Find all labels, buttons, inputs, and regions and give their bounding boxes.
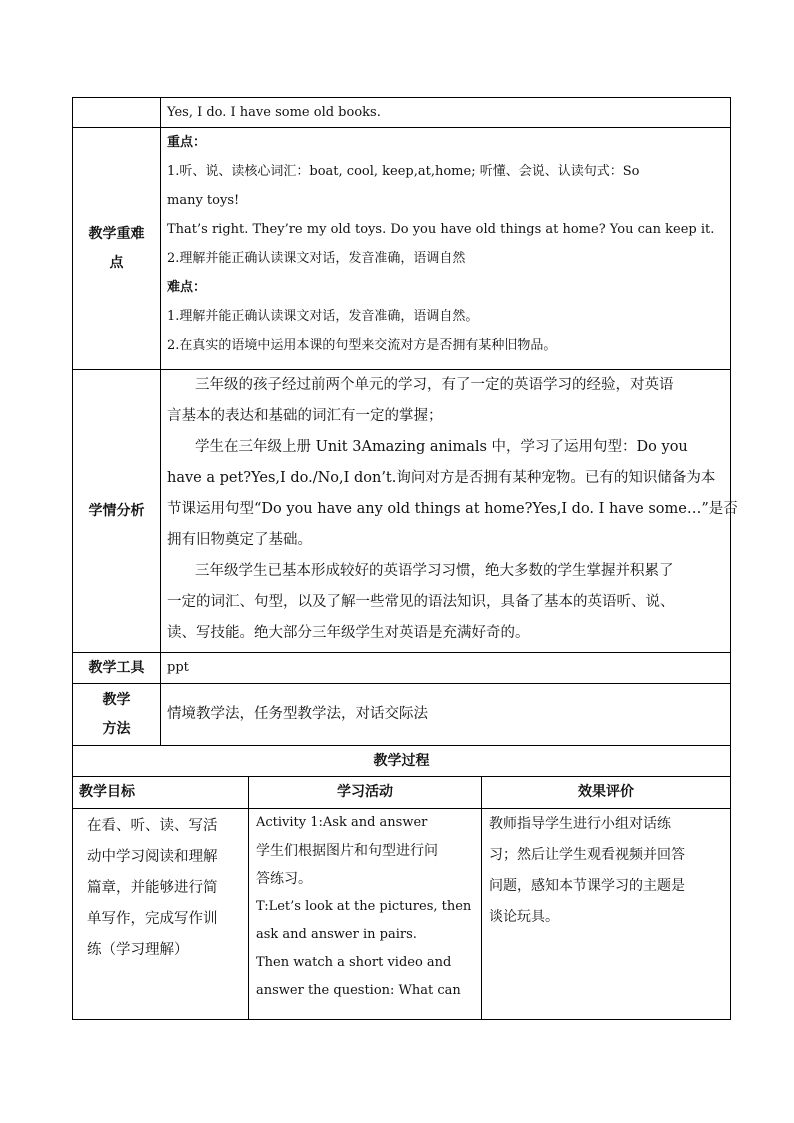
key-points-line-3: That’s right. They’re my old toys. Do you have old things at home? You can keep it. <box>167 222 715 237</box>
difficult-points-line-2: 2.在真实的语境中运用本课的句型来交流对方是否拥有某种旧物品。 <box>167 338 557 353</box>
analysis-para-1-line-2: 言基本的表达和基础的词汇有一定的掌握； <box>167 408 443 424</box>
methods-row <box>73 684 731 746</box>
tools-content-cell <box>161 653 731 684</box>
tools-value: ppt <box>167 660 189 675</box>
key-points-line-1: 1.听、说、读核心词汇：boat, cool, keep,at,home; 听懂、会说、认读句式：So <box>167 164 640 179</box>
difficult-points-line-1: 1.理解并能正确认读课文对话，发音准确，语调自然。 <box>167 309 479 324</box>
evaluation-cell <box>482 809 731 1020</box>
analysis-para-1-line-1: 三年级的孩子经过前两个单元的学习，有了一定的英语学习的经验，对英语 <box>195 377 674 393</box>
key-points-line-4: 2.理解并能正确认读课文对话，发音准确，语调自然 <box>167 251 466 266</box>
evaluation-line-2: 习；然后让学生观看视频并回答 <box>489 847 685 863</box>
difficult-points-heading: 难点： <box>167 280 207 295</box>
analysis-para-2-line-4: 拥有旧物奠定了基础。 <box>167 532 312 548</box>
analysis-para-2-line-3: 节课运用句型“Do you have any old things at home?Yes,I do. I have some…”是否 <box>167 501 738 517</box>
goal-line-4: 单写作，完成写作训 <box>87 911 218 927</box>
lesson-plan-page <box>72 97 738 1020</box>
goal-line-1: 在看、听、读、写活 <box>87 818 218 834</box>
analysis-content-cell <box>161 370 738 653</box>
activity-line-3: 答练习。 <box>256 871 312 887</box>
methods-content-cell <box>161 684 731 746</box>
methods-label-1: 教学 <box>102 691 131 708</box>
header-activity-cell <box>249 777 482 809</box>
process-title-cell <box>73 746 731 777</box>
activity-line-2: 学生们根据图片和句型进行问 <box>256 843 438 859</box>
activity-line-5: ask and answer in pairs. <box>256 927 417 942</box>
activity-line-1: Activity 1:Ask and answer <box>256 815 428 830</box>
intro-row <box>73 98 731 128</box>
analysis-label-cell <box>73 370 161 653</box>
analysis-para-3-line-3: 读、写技能。绝大部分三年级学生对英语是充满好奇的。 <box>167 625 530 641</box>
tools-label-cell <box>73 653 161 684</box>
evaluation-line-3: 问题，感知本节课学习的主题是 <box>489 878 685 894</box>
analysis-label: 学情分析 <box>88 502 145 519</box>
tools-label: 教学工具 <box>88 659 145 676</box>
goal-cell <box>73 809 249 1020</box>
intro-label-cell <box>73 98 161 128</box>
goal-line-5: 练（学习理解） <box>87 942 189 958</box>
intro-content-cell <box>161 98 731 128</box>
analysis-row <box>73 370 731 653</box>
evaluation-line-4: 谈论玩具。 <box>489 909 559 925</box>
header-evaluation: 效果评价 <box>578 784 634 800</box>
intro-line: Yes, I do. I have some old books. <box>167 105 381 120</box>
key-points-row <box>73 128 731 370</box>
process-header-row <box>73 777 731 809</box>
process-title: 教学过程 <box>373 753 430 769</box>
key-points-label-1: 教学重难 <box>88 225 145 242</box>
methods-value: 情境教学法，任务型教学法，对话交际法 <box>167 706 428 722</box>
tools-row <box>73 653 731 684</box>
methods-label-2: 方法 <box>102 720 131 737</box>
key-points-label-2: 点 <box>109 254 124 271</box>
methods-label-cell <box>73 684 161 746</box>
analysis-para-2-line-2: have a pet?Yes,I do./No,I don’t.询问对方是否拥有某种宠物。已有的知识储备为本 <box>167 470 716 486</box>
lesson-plan-table <box>72 97 738 1020</box>
header-goal-cell <box>73 777 249 809</box>
analysis-para-3-line-2: 一定的词汇、句型，以及了解一些常见的语法知识，具备了基本的英语听、说、 <box>167 594 675 610</box>
activity-line-6: Then watch a short video and <box>256 955 452 970</box>
header-evaluation-cell <box>482 777 731 809</box>
goal-line-3: 篇章，并能够进行简 <box>87 880 218 896</box>
header-activity: 学习活动 <box>337 784 393 800</box>
key-points-label-cell <box>73 128 161 370</box>
process-title-row <box>73 746 731 777</box>
analysis-para-3-line-1: 三年级学生已基本形成较好的英语学习习惯，绝大多数的学生掌握并积累了 <box>195 563 674 579</box>
activity-line-4: T:Let’s look at the pictures, then <box>256 899 472 914</box>
evaluation-line-1: 教师指导学生进行小组对话练 <box>489 816 671 832</box>
key-points-line-2: many toys! <box>167 193 240 208</box>
process-content-row <box>73 809 731 1020</box>
key-points-content-cell <box>161 128 731 370</box>
goal-line-2: 动中学习阅读和理解 <box>87 849 218 865</box>
analysis-para-2-line-1: 学生在三年级上册 Unit 3Amazing animals 中，学习了运用句型：Do you <box>195 439 688 455</box>
key-points-heading: 重点： <box>167 135 207 150</box>
activity-line-7: answer the question: What can <box>256 983 461 998</box>
activity-cell <box>249 809 482 1020</box>
header-goal: 教学目标 <box>79 784 135 800</box>
